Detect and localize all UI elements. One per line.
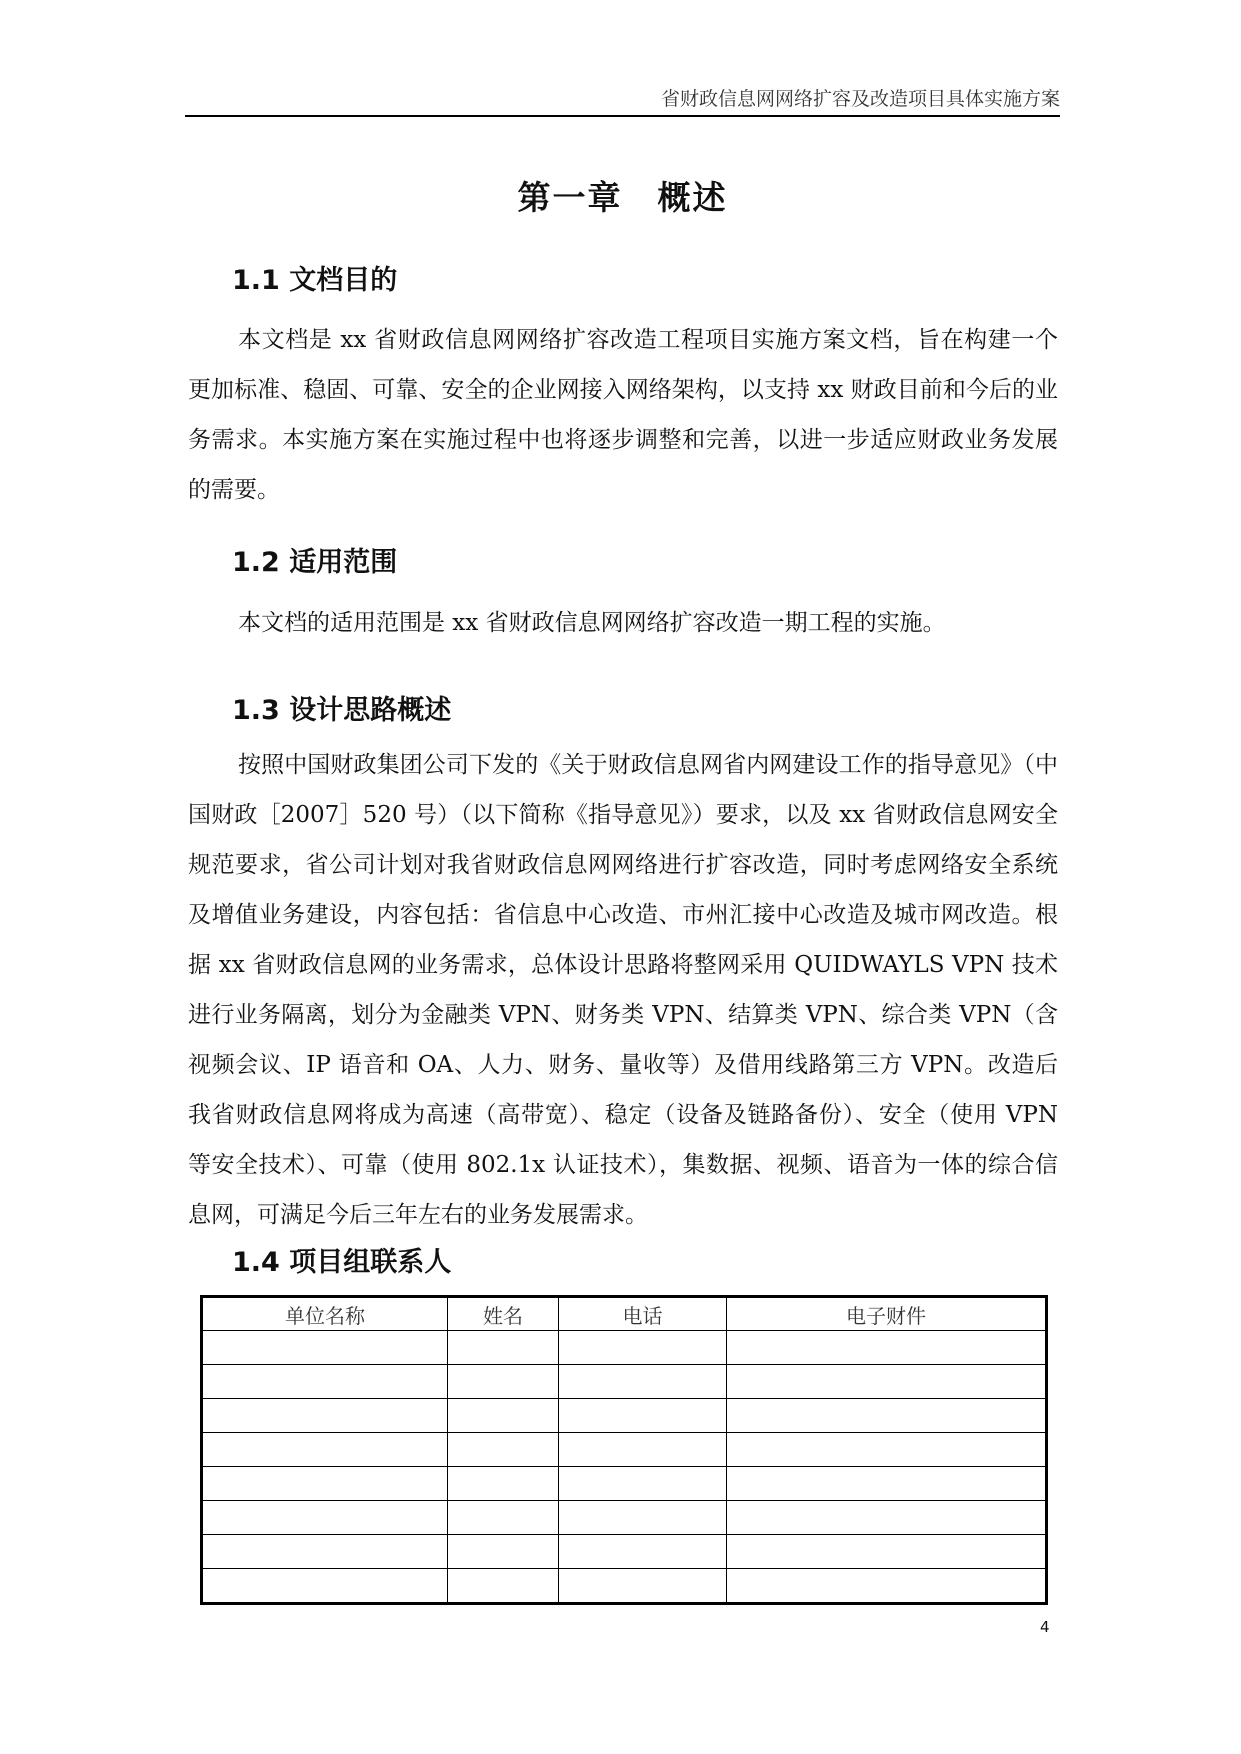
contact-table [200, 1295, 1048, 1605]
table-cell [559, 1501, 727, 1535]
header-name: 姓名 [448, 1297, 559, 1331]
table-cell [202, 1535, 448, 1569]
table-cell [202, 1399, 448, 1433]
section-heading-1-2: 1.2 适用范围 [232, 547, 398, 578]
header-email: 电子财件 [727, 1297, 1047, 1331]
section-heading-1-4: 1.4 项目组联系人 [232, 1247, 452, 1278]
table-cell [559, 1535, 727, 1569]
header-phone: 电话 [559, 1297, 727, 1331]
table-cell [448, 1331, 559, 1365]
paragraph-design: 按照中国财政集团公司下发的《关于财政信息网省内网建设工作的指导意见》（中国财政［2007］520 号）（以下简称《指导意见》）要求，以及 xx 省财政信息网安全规范要求，省公司计划对我省财政信息网网络进行扩容改造，同时考虑网络安全系统及增值业务建设，内容包括：省信息中心改造、市州汇接中心改造及城市网改造。根据 xx 省财政信息网的业务需求，总体设计思路将整网采用 QUIDWAYLS VPN 技术进行业务隔离，划分为金融类 VPN、财务类 VPN、结算类 VPN、综合类 VPN（含视频会议、IP 语音和 OA、人力、财务、量收等）及借用线路第三方 VPN。改造后我省财政信息网将成为高速（高带宽）、稳定（设备及链路备份）、安全（使用 VPN 等安全技术）、可靠（使用 802.1x 认证技术），集数据、视频、语音为一体的综合信息网，可满足今后三年左右的业务发展需求。 [188, 752, 1058, 1228]
table-row [202, 1501, 1047, 1535]
table-row [202, 1399, 1047, 1433]
paragraph-purpose: 本文档是 xx 省财政信息网网络扩容改造工程项目实施方案文档，旨在构建一个更加标准、稳固、可靠、安全的企业网接入网络架构，以支持 xx 财政目前和今后的业务需求。本实施方案在实施过程中也将逐步调整和完善，以进一步适应财政业务发展的需要。 [188, 327, 1058, 503]
table-cell [559, 1399, 727, 1433]
table-cell [202, 1433, 448, 1467]
table-cell [202, 1331, 448, 1365]
table-cell [448, 1535, 559, 1569]
table-cell [727, 1569, 1047, 1604]
table-row [202, 1569, 1047, 1604]
table-row [202, 1535, 1047, 1569]
paragraph-scope: 本文档的适用范围是 xx 省财政信息网网络扩容改造一期工程的实施。 [238, 610, 946, 636]
section-heading-1-1: 1.1 文档目的 [232, 265, 398, 296]
table-cell [559, 1467, 727, 1501]
table-cell [202, 1501, 448, 1535]
table-row [202, 1467, 1047, 1501]
table-row [202, 1365, 1047, 1399]
table-row [202, 1433, 1047, 1467]
table-cell [559, 1331, 727, 1365]
running-header: 省财政信息网网络扩容及改造项目具体实施方案 [660, 88, 1060, 110]
header-rule [185, 115, 1060, 117]
table-cell [727, 1433, 1047, 1467]
table-cell [727, 1535, 1047, 1569]
table-cell [448, 1399, 559, 1433]
table-cell [448, 1569, 559, 1604]
table-cell [448, 1433, 559, 1467]
table-cell [727, 1467, 1047, 1501]
table-cell [448, 1501, 559, 1535]
page-number: 4 [1040, 1618, 1050, 1636]
table-cell [448, 1365, 559, 1399]
table-cell [727, 1365, 1047, 1399]
section-heading-1-3: 1.3 设计思路概述 [232, 695, 452, 726]
table-cell [202, 1365, 448, 1399]
table-cell [202, 1569, 448, 1604]
table-cell [727, 1501, 1047, 1535]
table-row [202, 1331, 1047, 1365]
table-cell [559, 1569, 727, 1604]
table-cell [727, 1399, 1047, 1433]
chapter-title: 第一章 概述 [517, 178, 728, 217]
header-unit-name: 单位名称 [202, 1297, 448, 1331]
table-header-row [202, 1297, 1047, 1331]
table-cell [559, 1365, 727, 1399]
table-cell [559, 1433, 727, 1467]
table-cell [448, 1467, 559, 1501]
table-cell [727, 1331, 1047, 1365]
table-cell [202, 1467, 448, 1501]
